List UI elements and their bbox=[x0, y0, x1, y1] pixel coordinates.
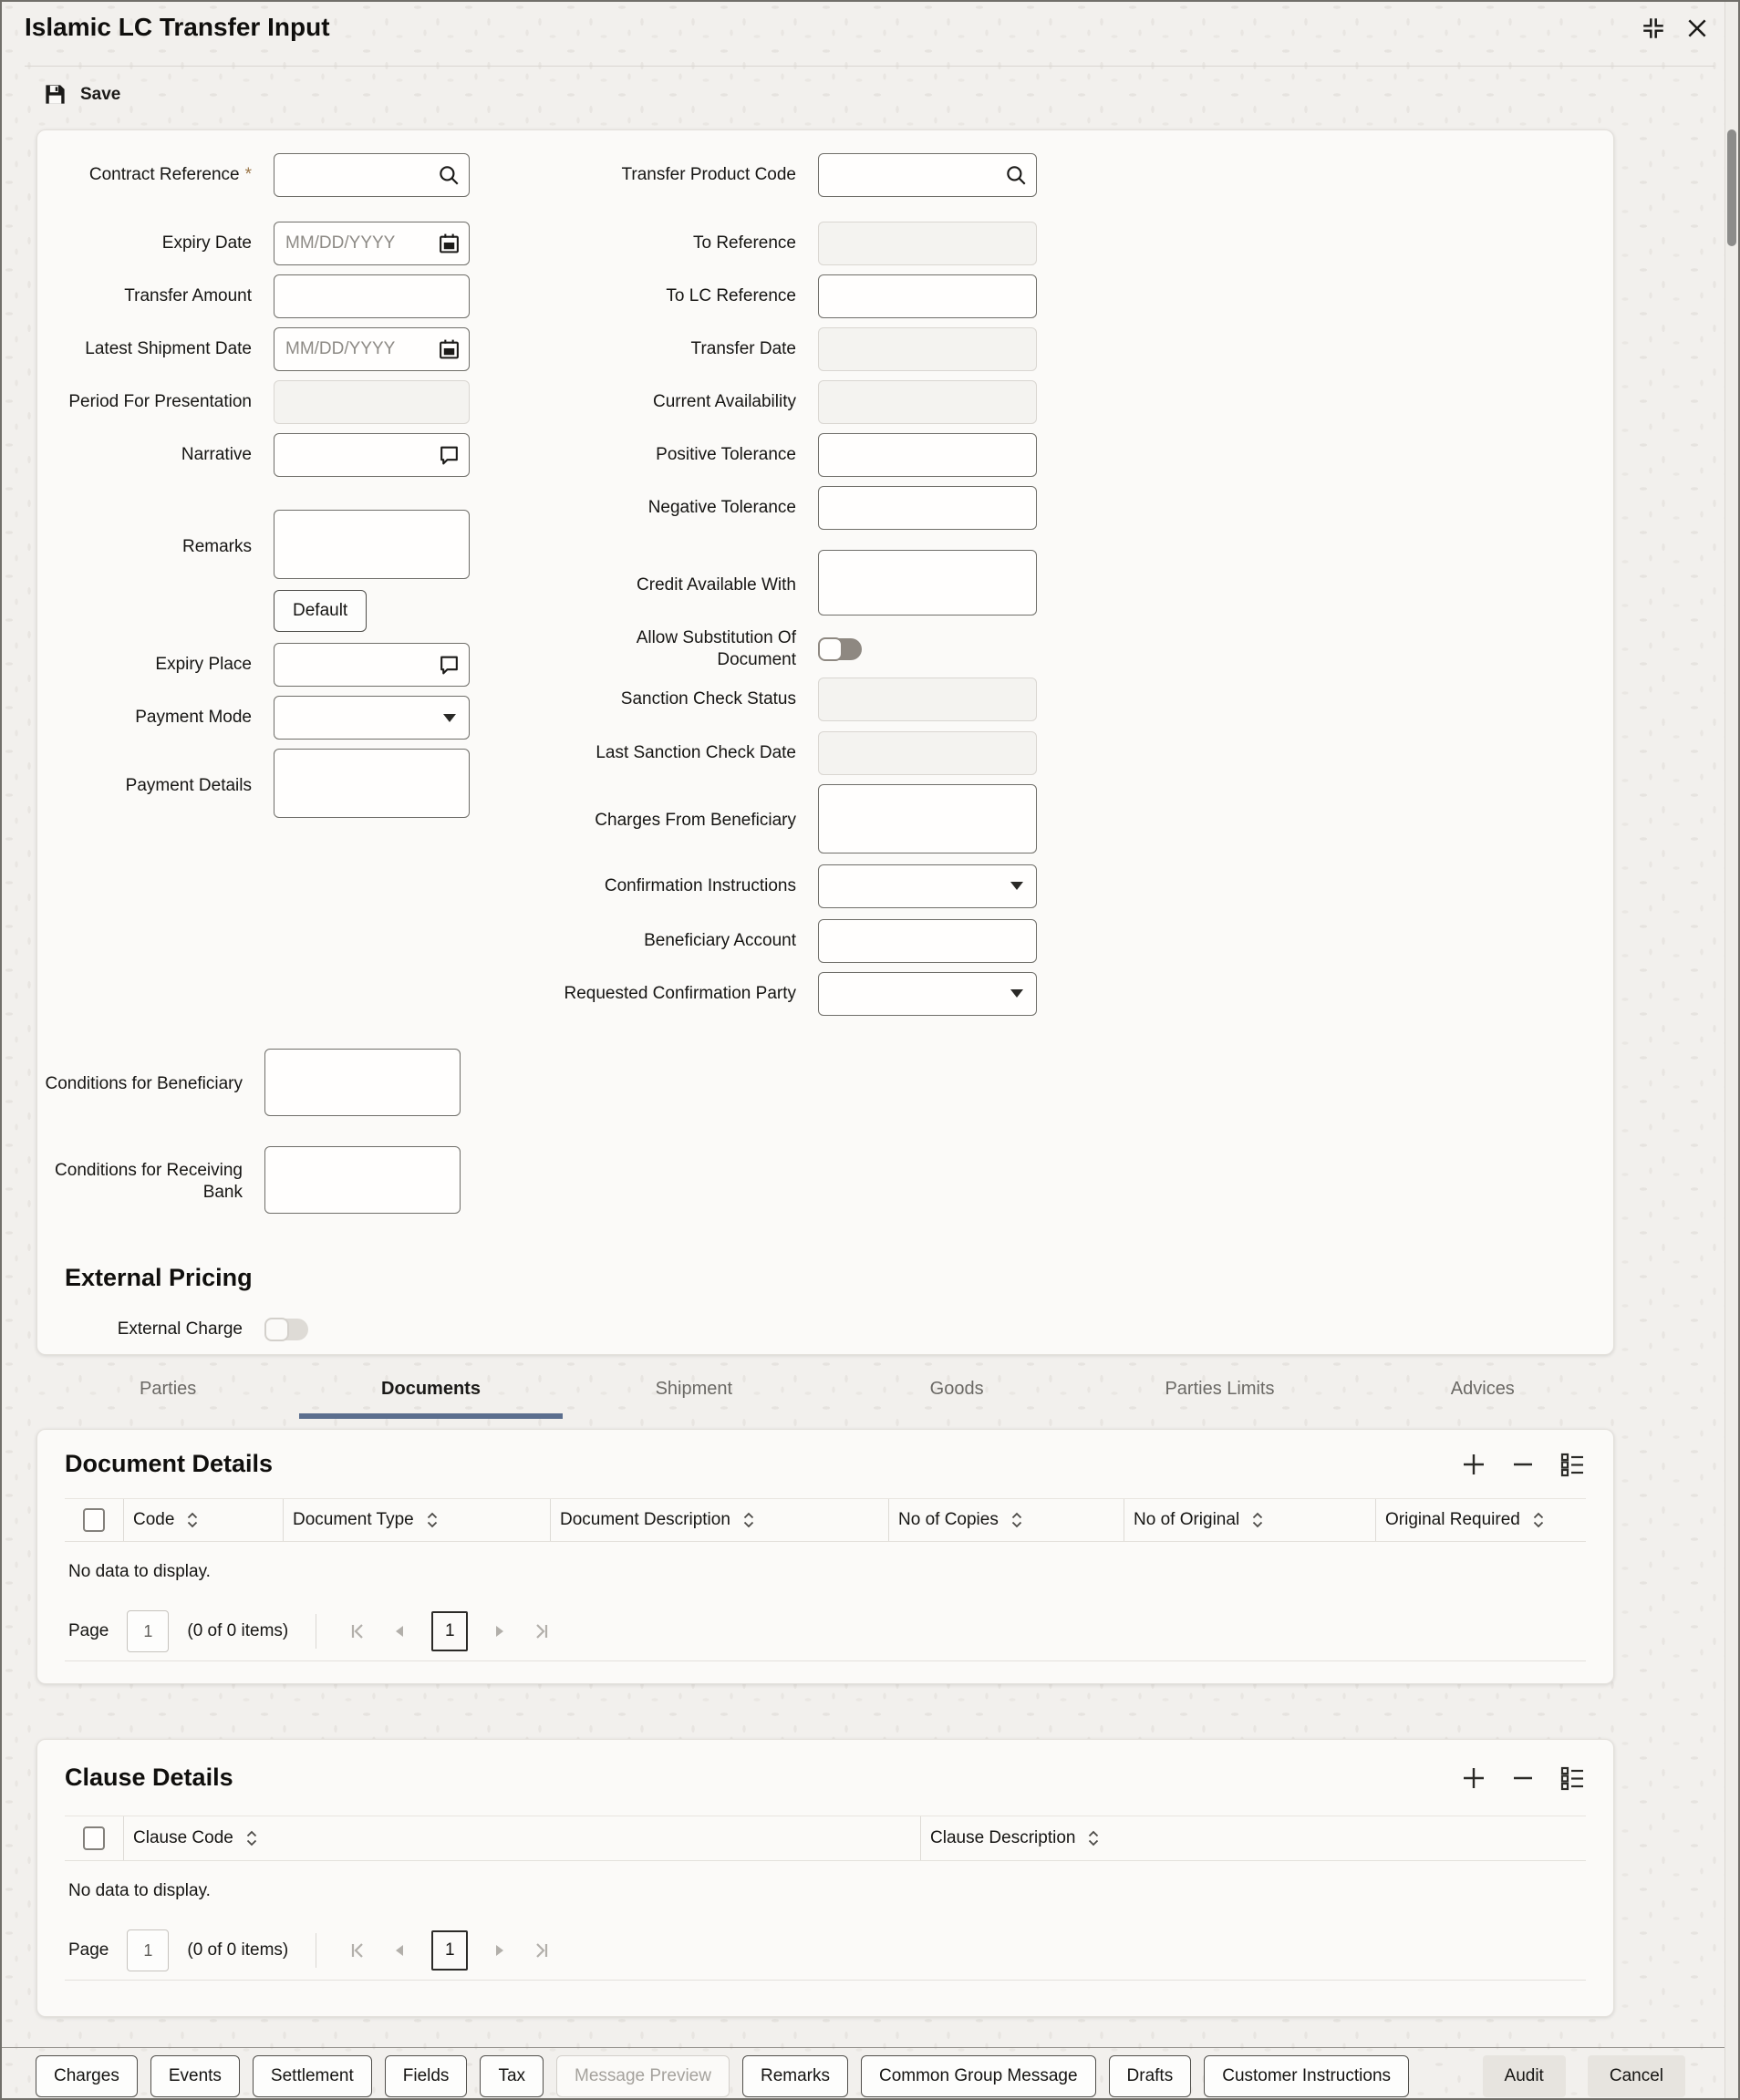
to-lc-reference-label: To LC Reference bbox=[666, 286, 796, 306]
charges-from-beneficiary-row bbox=[470, 784, 1613, 858]
tab-parties-limits[interactable]: Parties Limits bbox=[1165, 1379, 1275, 1399]
to-lc-reference-row bbox=[470, 274, 1613, 318]
positive-tolerance-row bbox=[470, 433, 1613, 477]
delete-row-button[interactable] bbox=[1509, 1764, 1537, 1792]
comment-icon[interactable] bbox=[438, 444, 461, 467]
previous-page-button[interactable] bbox=[388, 1624, 411, 1639]
payment-details-textarea[interactable] bbox=[274, 749, 470, 818]
page-label: Page bbox=[68, 1940, 109, 1960]
payment-details-row bbox=[37, 749, 470, 822]
window-controls bbox=[1640, 15, 1711, 42]
audit-button[interactable]: Audit bbox=[1483, 2055, 1566, 2097]
first-page-icon bbox=[349, 1622, 368, 1640]
sort-icon bbox=[427, 1512, 438, 1528]
dropdown-arrow-icon bbox=[443, 714, 456, 722]
settlement-button[interactable]: Settlement bbox=[253, 2055, 372, 2097]
tab-bar bbox=[36, 1375, 1614, 1419]
column-header-no-of-original[interactable]: No of Original bbox=[1124, 1499, 1375, 1541]
allow-substitution-row bbox=[470, 627, 1613, 671]
column-header-code[interactable]: Code bbox=[123, 1499, 283, 1541]
items-count-text: (0 of 0 items) bbox=[187, 1621, 289, 1640]
transfer-product-code-row bbox=[470, 153, 1613, 197]
tab-shipment[interactable]: Shipment bbox=[655, 1379, 733, 1399]
conditions-for-beneficiary-label: Conditions for Beneficiary bbox=[45, 1074, 243, 1094]
expiry-date-label: Expiry Date bbox=[161, 233, 252, 253]
dropdown-arrow-icon bbox=[1010, 882, 1023, 890]
confirmation-instructions-label: Confirmation Instructions bbox=[604, 875, 796, 895]
items-count-text: (0 of 0 items) bbox=[187, 1940, 289, 1960]
allow-substitution-label: Allow Substitution Of Document bbox=[636, 628, 796, 669]
payment-mode-select[interactable] bbox=[274, 696, 470, 740]
minus-icon bbox=[1509, 1451, 1537, 1478]
clause-details-panel bbox=[36, 1739, 1614, 2017]
minus-icon bbox=[1509, 1764, 1537, 1792]
toggle-knob bbox=[264, 1318, 289, 1341]
last-page-button[interactable] bbox=[526, 1941, 555, 1960]
current-page-indicator: 1 bbox=[431, 1930, 468, 1971]
restore-window-button[interactable] bbox=[1640, 15, 1667, 42]
message-preview-button: Message Preview bbox=[556, 2055, 730, 2097]
charges-button[interactable]: Charges bbox=[36, 2055, 138, 2097]
cancel-button[interactable]: Cancel bbox=[1588, 2055, 1685, 2097]
first-page-icon bbox=[349, 1941, 368, 1960]
requested-confirmation-party-select[interactable] bbox=[818, 972, 1037, 1016]
page-number-input[interactable] bbox=[127, 1610, 169, 1652]
payment-mode-label: Payment Mode bbox=[135, 708, 252, 728]
confirmation-instructions-select[interactable] bbox=[818, 864, 1037, 908]
comment-icon[interactable] bbox=[438, 654, 461, 677]
column-header-document-type[interactable]: Document Type bbox=[283, 1499, 550, 1541]
positive-tolerance-label: Positive Tolerance bbox=[656, 445, 796, 465]
add-row-button[interactable] bbox=[1460, 1451, 1487, 1478]
add-row-button[interactable] bbox=[1460, 1764, 1487, 1792]
conditions-for-receiving-bank-textarea[interactable] bbox=[264, 1146, 461, 1214]
column-header-no-of-copies[interactable]: No of Copies bbox=[888, 1499, 1124, 1541]
positive-tolerance-input[interactable] bbox=[818, 433, 1037, 477]
default-button-row bbox=[274, 590, 470, 632]
column-header-clause-code[interactable]: Clause Code bbox=[123, 1816, 920, 1860]
conditions-for-beneficiary-row bbox=[37, 1049, 1613, 1121]
period-for-presentation-label: Period For Presentation bbox=[68, 392, 252, 412]
remarks-label: Remarks bbox=[181, 536, 252, 556]
previous-page-button[interactable] bbox=[388, 1943, 411, 1958]
tab-advices[interactable]: Advices bbox=[1450, 1379, 1515, 1399]
to-reference-row bbox=[470, 222, 1613, 265]
last-page-icon bbox=[532, 1622, 550, 1640]
to-reference-label: To Reference bbox=[692, 233, 796, 253]
save-button[interactable] bbox=[43, 82, 120, 107]
transfer-amount-label: Transfer Amount bbox=[124, 286, 252, 306]
events-button[interactable]: Events bbox=[150, 2055, 240, 2097]
latest-shipment-date-label: Latest Shipment Date bbox=[85, 339, 252, 359]
charges-from-beneficiary-textarea[interactable] bbox=[818, 784, 1037, 853]
calendar-icon[interactable] bbox=[438, 233, 461, 255]
negative-tolerance-row bbox=[470, 486, 1613, 530]
close-icon bbox=[1685, 16, 1709, 40]
remarks-row bbox=[37, 510, 470, 584]
contract-reference-label: Contract Reference * bbox=[88, 165, 252, 185]
sort-icon bbox=[1088, 1830, 1099, 1847]
current-availability-input bbox=[818, 380, 1037, 424]
last-sanction-check-date-input bbox=[818, 731, 1037, 775]
tax-button[interactable]: Tax bbox=[480, 2055, 544, 2097]
dropdown-arrow-icon bbox=[1010, 989, 1023, 998]
tab-documents[interactable]: Documents bbox=[299, 1375, 562, 1419]
allow-substitution-toggle[interactable] bbox=[818, 638, 862, 660]
checklist-icon bbox=[1559, 1764, 1586, 1792]
next-page-icon bbox=[493, 1624, 506, 1639]
confirmation-instructions-row bbox=[470, 864, 1613, 908]
restore-icon bbox=[1641, 16, 1666, 41]
current-availability-label: Current Availability bbox=[652, 392, 796, 412]
close-button[interactable] bbox=[1683, 15, 1711, 42]
expiry-place-row bbox=[37, 643, 470, 687]
transfer-date-input bbox=[818, 327, 1037, 371]
page-number-input[interactable] bbox=[127, 1929, 169, 1971]
empty-table-message: No data to display. bbox=[68, 1562, 211, 1581]
to-reference-input bbox=[818, 222, 1037, 265]
sanction-check-status-input bbox=[818, 678, 1037, 721]
period-for-presentation-row bbox=[37, 380, 470, 424]
customer-instructions-button[interactable]: Customer Instructions bbox=[1204, 2055, 1409, 2097]
requested-confirmation-party-row bbox=[470, 972, 1613, 1016]
common-group-message-button[interactable]: Common Group Message bbox=[861, 2055, 1096, 2097]
beneficiary-account-input[interactable] bbox=[818, 919, 1037, 963]
narrative-label: Narrative bbox=[181, 445, 252, 465]
requested-confirmation-party-label: Requested Confirmation Party bbox=[564, 983, 796, 1003]
toggle-knob bbox=[818, 637, 843, 661]
main-form-panel bbox=[36, 129, 1614, 1355]
previous-page-icon bbox=[393, 1624, 406, 1639]
select-all-cell bbox=[65, 1816, 123, 1860]
column-options-button[interactable] bbox=[1559, 1451, 1586, 1478]
column-header-document-description[interactable]: Document Description bbox=[550, 1499, 888, 1541]
external-charge-row bbox=[37, 1319, 1613, 1340]
remarks-button[interactable]: Remarks bbox=[742, 2055, 848, 2097]
column-header-clause-description[interactable]: Clause Description bbox=[920, 1816, 1586, 1860]
empty-table-message: No data to display. bbox=[68, 1881, 211, 1900]
negative-tolerance-input[interactable] bbox=[818, 486, 1037, 530]
save-label: Save bbox=[80, 84, 121, 104]
transfer-date-label: Transfer Date bbox=[690, 339, 796, 359]
credit-available-with-row bbox=[470, 550, 1613, 620]
beneficiary-account-row bbox=[470, 919, 1613, 963]
titlebar bbox=[2, 2, 1738, 66]
checklist-icon bbox=[1559, 1451, 1586, 1478]
select-all-checkbox[interactable] bbox=[83, 1826, 105, 1850]
sort-icon bbox=[1011, 1512, 1022, 1528]
scrollbar-thumb[interactable] bbox=[1727, 129, 1736, 246]
credit-available-with-textarea[interactable] bbox=[818, 550, 1037, 616]
negative-tolerance-label: Negative Tolerance bbox=[647, 498, 796, 518]
transfer-amount-row bbox=[37, 274, 470, 318]
tab-goods[interactable]: Goods bbox=[929, 1379, 984, 1399]
conditions-for-beneficiary-textarea[interactable] bbox=[264, 1049, 461, 1116]
page-title: Islamic LC Transfer Input bbox=[25, 13, 330, 41]
contract-reference-row bbox=[37, 153, 470, 197]
footer-action-bar bbox=[2, 2047, 1725, 2097]
clause-details-table bbox=[65, 1816, 1586, 1981]
last-sanction-check-date-label: Last Sanction Check Date bbox=[596, 742, 796, 762]
last-sanction-check-date-row bbox=[470, 731, 1613, 775]
conditions-for-receiving-bank-label: Conditions for Receiving Bank bbox=[55, 1161, 243, 1202]
last-page-button[interactable] bbox=[526, 1622, 555, 1640]
last-page-icon bbox=[532, 1941, 550, 1960]
column-header-original-required[interactable]: Original Required bbox=[1375, 1499, 1586, 1541]
calendar-icon[interactable] bbox=[438, 338, 461, 361]
payment-mode-row bbox=[37, 696, 470, 740]
plus-icon bbox=[1460, 1451, 1487, 1478]
document-details-pagination bbox=[65, 1602, 1586, 1660]
expiry-date-row bbox=[37, 222, 470, 265]
expiry-place-label: Expiry Place bbox=[155, 655, 252, 675]
current-page-indicator: 1 bbox=[431, 1611, 468, 1651]
sort-icon bbox=[743, 1512, 754, 1528]
external-charge-toggle bbox=[264, 1319, 308, 1340]
external-pricing-heading: External Pricing bbox=[65, 1263, 253, 1291]
search-icon[interactable] bbox=[1004, 163, 1028, 187]
plus-icon bbox=[1460, 1764, 1487, 1792]
beneficiary-account-label: Beneficiary Account bbox=[644, 930, 796, 950]
sanction-check-status-label: Sanction Check Status bbox=[620, 688, 796, 709]
titlebar-divider bbox=[25, 66, 1714, 67]
latest-shipment-date-row bbox=[37, 327, 470, 371]
column-options-button[interactable] bbox=[1559, 1764, 1586, 1792]
transfer-product-code-label: Transfer Product Code bbox=[621, 165, 796, 185]
first-page-button[interactable] bbox=[344, 1622, 373, 1640]
sort-icon bbox=[187, 1512, 198, 1528]
first-page-button[interactable] bbox=[344, 1941, 373, 1960]
save-icon bbox=[43, 82, 67, 107]
document-details-title: Document Details bbox=[65, 1450, 274, 1477]
to-lc-reference-input[interactable] bbox=[818, 274, 1037, 318]
default-button[interactable]: Default bbox=[274, 590, 367, 632]
active-tab-underline bbox=[299, 1413, 562, 1419]
transfer-date-row bbox=[470, 327, 1613, 371]
search-icon[interactable] bbox=[437, 163, 461, 187]
select-all-cell bbox=[65, 1499, 123, 1541]
previous-page-icon bbox=[393, 1943, 406, 1958]
period-for-presentation-input bbox=[274, 380, 470, 424]
sanction-check-status-row bbox=[470, 678, 1613, 721]
payment-details-label: Payment Details bbox=[125, 775, 252, 795]
conditions-for-receiving-bank-row bbox=[37, 1146, 1613, 1218]
clause-details-title: Clause Details bbox=[65, 1764, 233, 1791]
fields-button[interactable]: Fields bbox=[385, 2055, 468, 2097]
external-charge-label: External Charge bbox=[117, 1319, 243, 1339]
current-availability-row bbox=[470, 380, 1613, 424]
sort-icon bbox=[1533, 1512, 1544, 1528]
next-page-button[interactable] bbox=[488, 1943, 512, 1958]
delete-row-button[interactable] bbox=[1509, 1451, 1537, 1478]
sort-icon bbox=[1252, 1512, 1263, 1528]
transfer-amount-input[interactable] bbox=[274, 274, 470, 318]
remarks-textarea[interactable] bbox=[274, 510, 470, 579]
drafts-button[interactable]: Drafts bbox=[1109, 2055, 1192, 2097]
document-details-panel bbox=[36, 1429, 1614, 1684]
charges-from-beneficiary-label: Charges From Beneficiary bbox=[595, 811, 796, 831]
tab-parties[interactable]: Parties bbox=[140, 1379, 197, 1399]
clause-details-pagination bbox=[65, 1921, 1586, 1980]
narrative-row bbox=[37, 433, 470, 477]
next-page-icon bbox=[493, 1943, 506, 1958]
sort-icon bbox=[246, 1830, 257, 1847]
vertical-scrollbar[interactable] bbox=[1724, 2, 1738, 2098]
document-details-table bbox=[65, 1498, 1586, 1661]
required-marker: * bbox=[244, 165, 252, 185]
credit-available-with-label: Credit Available With bbox=[637, 574, 796, 595]
page-label: Page bbox=[68, 1621, 109, 1640]
select-all-checkbox[interactable] bbox=[83, 1508, 105, 1532]
next-page-button[interactable] bbox=[488, 1624, 512, 1639]
